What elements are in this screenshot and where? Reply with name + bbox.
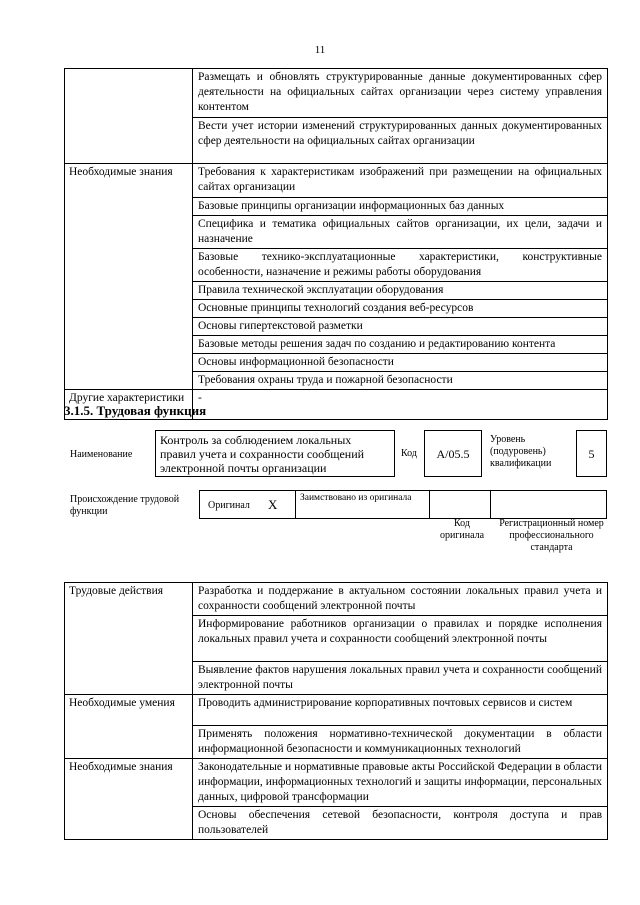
table-row [65,583,608,616]
requirement-cell: Выявление фактов нарушения локальных правил учета и сохранности сообщений электронной почты [193,662,608,695]
code-label: Код [401,448,417,459]
requirement-cell: Основы гипертекстовой разметки [193,318,608,336]
name-label: Наименование [70,449,133,460]
page-number: 11 [314,44,326,56]
requirement-cell: Основы информационной безопасности [193,354,608,372]
registration-number-cell [490,490,607,519]
row-label: Необходимые знания [65,164,193,390]
requirement-cell: Проводить администрирование корпоративных почтовых сервисов и систем [193,695,608,726]
row-label: Трудовые действия [65,583,193,695]
requirement-cell: Законодательные и нормативные правовые акты Российской Федерации в области информации, информационных технологий и защиты информации, персональных данных, цифровой трансформации [193,759,608,807]
registration-caption: Регистрационный номер профессионального стандарта [499,518,604,553]
row-label: Необходимые умения [65,695,193,759]
original-cell [199,490,296,519]
table-row [65,69,608,118]
table-row [65,695,608,726]
row-label [65,69,193,164]
original-code-caption: Код оригинала [439,518,485,541]
requirement-cell: Правила технической эксплуатации оборудования [193,282,608,300]
requirement-cell: Базовые методы решения задач по созданию и редактированию контента [193,336,608,354]
row-label: Другие характеристики [65,390,193,420]
requirement-cell: - [193,390,608,420]
original-label: Оригинал [208,500,250,511]
requirement-cell: Размещать и обновлять структурированные данные документированных сфер деятельности на официальных сайтах организации через систему управления контентом [193,69,608,118]
requirement-cell: Основные принципы технологий создания веб-ресурсов [193,300,608,318]
actions-table [64,582,608,840]
requirement-cell: Требования к характеристикам изображений при размещении на официальных сайтах организации [193,164,608,198]
table-row [65,759,608,807]
level-value: 5 [576,430,607,477]
requirement-cell: Разработка и поддержание в актуальном состоянии локальных правил учета и сохранности сообщений электронной почты [193,583,608,616]
original-code-cell [429,490,491,519]
requirement-cell: Информирование работников организации о правилах и порядке исполнения локальных правил учета и сохранности сообщений электронной почты [193,616,608,662]
requirement-cell: Требования охраны труда и пожарной безопасности [193,372,608,390]
row-label: Необходимые знания [65,759,193,840]
requirement-cell: Специфика и тематика официальных сайтов организации, их цели, задачи и назначение [193,216,608,249]
table-row [65,164,608,198]
original-mark: X [268,497,278,512]
requirement-cell: Базовые принципы организации информационных баз данных [193,198,608,216]
borrowed-cell: Заимствовано из оригинала [295,490,430,519]
function-code: A/05.5 [424,430,482,477]
origin-label: Происхождение трудовой функции [70,494,180,517]
function-name: Контроль за соблюдением локальных правил учета и сохранности сообщений электронной почты организации [155,430,395,477]
requirement-cell: Применять положения нормативно-технической документации в области информационной безопасности и коммуникационных технологий [193,726,608,759]
section-heading: 3.1.5. Трудовая функция [64,403,207,418]
requirement-cell: Базовые технико-эксплуатационные характеристики, конструктивные особенности, назначение и режимы работы оборудования [193,249,608,282]
requirement-cell: Основы обеспечения сетевой безопасности, контроля доступа и прав пользователей [193,807,608,840]
requirement-cell: Вести учет истории изменений структурированных данных документированных сфер деятельности на официальных сайтах организации [193,118,608,164]
level-label: Уровень (подуровень) квалификации [490,434,552,469]
knowledge-table [64,68,608,420]
